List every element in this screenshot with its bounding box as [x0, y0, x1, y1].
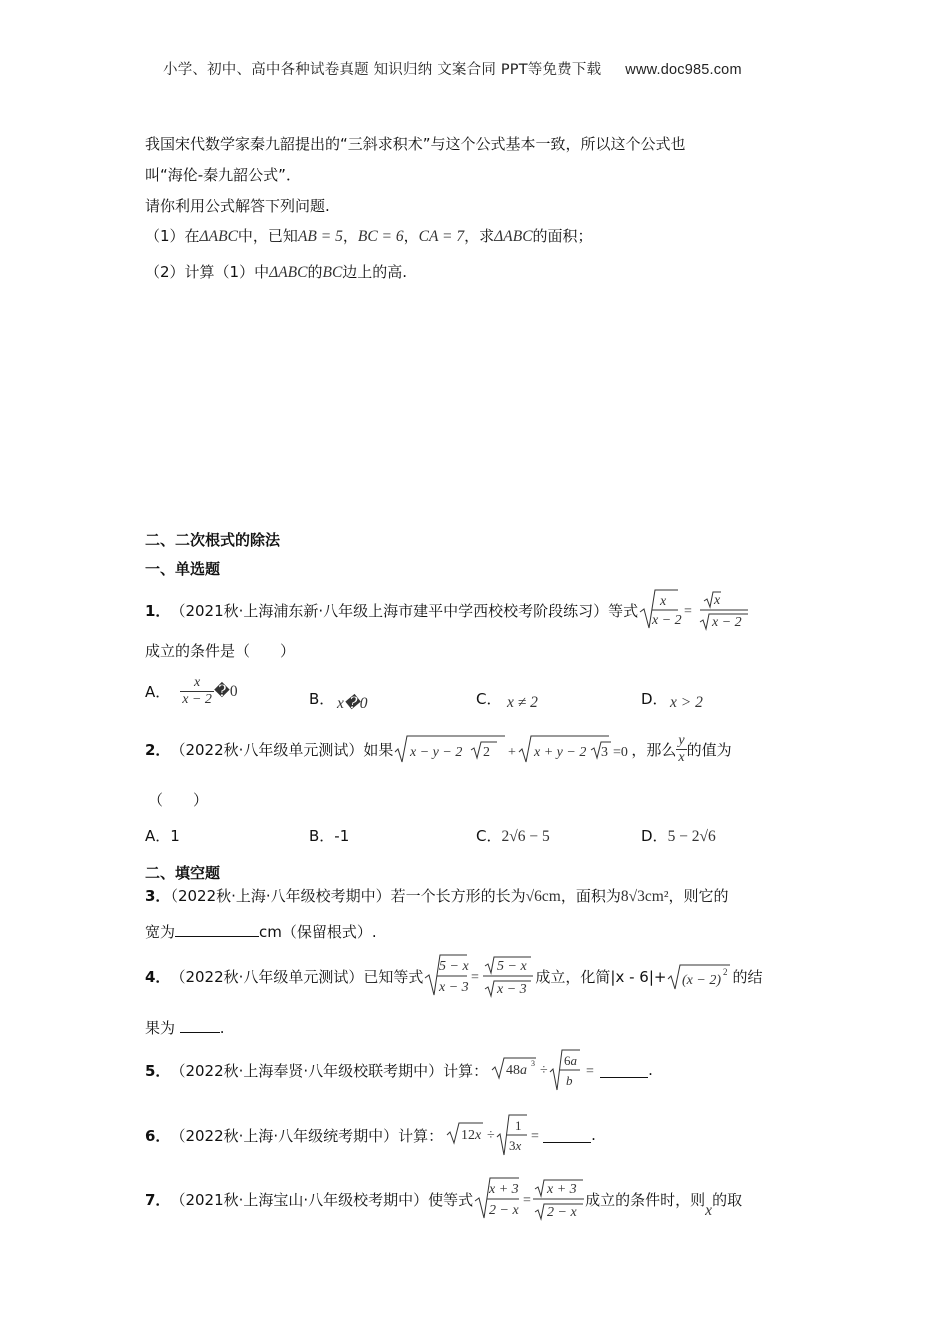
- q1-text: （2021秋·上海浦东新·八年级上海市建平中学西校校考阶段练习）等式: [170, 601, 639, 620]
- svg-text:5 − x: 5 − x: [497, 959, 528, 974]
- svg-text:x + 3: x + 3: [547, 1182, 577, 1197]
- svg-text:x − 2: x − 2: [712, 615, 742, 630]
- subsection-fill-blank: 二、填空题: [145, 864, 221, 882]
- triangle-abc-3: ΔABC: [269, 264, 308, 281]
- intro-question-1: [145, 225, 593, 246]
- q7-equation: [473, 1176, 585, 1222]
- q1-option-b-label: B．: [309, 690, 335, 708]
- q1-option-b[interactable]: [309, 688, 334, 709]
- triangle-abc: ΔABC: [199, 228, 238, 245]
- svg-text:x: x: [660, 594, 667, 609]
- q4-mid: 成立，化简|x - 6|+: [535, 967, 667, 986]
- svg-text:x − y − 2: x − y − 2: [410, 745, 463, 760]
- svg-text:2 − x: 2 − x: [489, 1203, 519, 1218]
- section-title: 二、二次根式的除法: [145, 531, 281, 549]
- q1b: 中，已知: [237, 227, 298, 245]
- q1c: ，: [342, 227, 358, 245]
- svg-text:5 − x: 5 − x: [439, 959, 470, 974]
- q1-option-d[interactable]: [641, 688, 668, 709]
- q1-option-c-label: C．: [476, 690, 502, 708]
- q2-option-d-label: D．: [641, 827, 668, 845]
- q4-line-2: [145, 1017, 225, 1038]
- q1-equation: [638, 588, 750, 632]
- q1-option-b-value: x�0: [337, 695, 368, 712]
- q3-length: √6cm: [525, 888, 561, 905]
- svg-text:=: =: [586, 1064, 595, 1079]
- q2-option-c[interactable]: [476, 825, 550, 846]
- q1-option-a[interactable]: [145, 675, 238, 708]
- svg-text:x + y − 2: x + y − 2: [534, 745, 587, 760]
- q2-tail: 的值为: [686, 740, 732, 759]
- q4-equation: [423, 953, 535, 999]
- svg-text:2: 2: [723, 967, 728, 977]
- svg-text:2: 2: [483, 745, 491, 760]
- svg-text:÷: ÷: [487, 1128, 495, 1143]
- q4-text: （2022秋·八年级单元测试）已知等式: [170, 967, 424, 986]
- q1d: ，: [403, 227, 419, 245]
- question-2: [145, 732, 732, 766]
- svg-text:=: =: [684, 604, 693, 619]
- q2-equation: [393, 732, 629, 766]
- question-7: [145, 1176, 742, 1222]
- svg-text:6a: 6a: [564, 1053, 578, 1068]
- svg-text:=: =: [531, 1129, 540, 1144]
- svg-text:b: b: [566, 1073, 573, 1088]
- q5-answer-blank[interactable]: [600, 1063, 648, 1078]
- q7-text: （2021秋·上海宝山·八年级校考期中）使等式: [170, 1190, 474, 1209]
- question-1: [145, 588, 750, 632]
- svg-text:2 − x: 2 − x: [547, 1205, 577, 1220]
- question-5: [145, 1048, 653, 1092]
- q2-option-d-value: 5 − 2√6: [667, 828, 716, 845]
- q6-number: 6．: [145, 1126, 171, 1145]
- q7-mid: 成立的条件时，则: [585, 1190, 706, 1209]
- q4-line2-a: 果为: [145, 1019, 180, 1037]
- q2-number: 2．: [145, 740, 171, 759]
- q6-tail: .: [591, 1126, 596, 1144]
- q1-option-a-label: A．: [145, 683, 171, 701]
- svg-text:=: =: [471, 970, 480, 985]
- svg-text:48a: 48a: [506, 1063, 528, 1078]
- svg-text:12x: 12x: [461, 1128, 482, 1143]
- svg-text:+: +: [508, 745, 517, 760]
- q1-continuation: 成立的条件是（ ）: [145, 642, 296, 660]
- q5-text: （2022秋·上海奉贤·八年级校联考期中）计算：: [170, 1061, 489, 1080]
- svg-text:=: =: [523, 1193, 532, 1208]
- q2c: 边上的高.: [342, 263, 408, 281]
- q2-option-c-value: 2√6 − 5: [501, 828, 550, 845]
- q2-option-c-label: C．: [476, 827, 502, 845]
- q4-sqrt: [666, 961, 732, 991]
- svg-text:x − 2: x − 2: [652, 613, 682, 628]
- question-3: [145, 885, 728, 906]
- q2-option-a[interactable]: A．1: [145, 827, 180, 845]
- q2b: 的: [307, 263, 323, 281]
- q5-tail: .: [648, 1061, 653, 1079]
- side-ab: AB = 5: [297, 228, 343, 245]
- q7-x-var: x: [705, 1202, 713, 1219]
- header-url: www.doc985.com: [625, 62, 742, 78]
- side-bc-label: BC: [322, 264, 343, 281]
- q5-number: 5．: [145, 1061, 171, 1080]
- q3-line2-b: cm（保留根式）.: [259, 923, 377, 941]
- triangle-abc-2: ΔABC: [494, 228, 533, 245]
- svg-text:x: x: [714, 593, 721, 608]
- svg-text:÷: ÷: [540, 1063, 548, 1078]
- q4-line2-b: .: [219, 1019, 225, 1037]
- q1-number: 1．: [145, 601, 171, 620]
- q6-answer-blank[interactable]: [543, 1128, 591, 1143]
- q1e: ，求: [464, 227, 495, 245]
- intro-line-3: 请你利用公式解答下列问题.: [145, 197, 330, 215]
- q1-option-d-label: D．: [641, 690, 668, 708]
- page-header: [163, 58, 742, 79]
- svg-text:=0: =0: [613, 745, 629, 760]
- intro-question-2: [145, 261, 407, 282]
- q7-tail: 的取: [712, 1190, 743, 1209]
- svg-text:3x: 3x: [509, 1138, 522, 1153]
- q1-option-c[interactable]: [476, 688, 501, 709]
- q1-option-a-tail: �0: [213, 683, 238, 700]
- q1-option-c-value: x ≠ 2: [507, 694, 538, 711]
- svg-text:x + 3: x + 3: [489, 1182, 519, 1197]
- intro-line-1: 我国宋代数学家秦九韶提出的“三斜求积术”与这个公式基本一致，所以这个公式也: [145, 135, 686, 153]
- q5-expression: [488, 1048, 600, 1092]
- q3-mid: ，面积为: [560, 887, 621, 905]
- question-6: [145, 1113, 596, 1157]
- q2-paren: （ ）: [148, 791, 209, 809]
- q2-mid: ，那么: [631, 740, 677, 759]
- q3-area: 8√3cm²: [620, 888, 669, 905]
- svg-text:(x − 2): (x − 2): [682, 973, 722, 988]
- q2a: （2）计算（1）中: [145, 263, 270, 281]
- svg-text:x − 3: x − 3: [497, 982, 528, 997]
- q7-number: 7．: [145, 1190, 171, 1209]
- q2-option-d[interactable]: [641, 825, 716, 846]
- q6-expression: [443, 1113, 543, 1157]
- subsection-single-choice: 一、单选题: [145, 560, 221, 578]
- q1a: （1）在: [145, 227, 200, 245]
- q4-tail: 的结: [732, 967, 763, 986]
- q6-text: （2022秋·上海·八年级统考期中）计算：: [170, 1126, 444, 1145]
- q3-number: 3．: [145, 887, 171, 905]
- q3-line2-a: 宽为: [145, 923, 176, 941]
- q3-tail: ，则它的: [668, 887, 729, 905]
- q2-option-b[interactable]: B．-1: [309, 827, 350, 845]
- q1f: 的面积；: [532, 227, 593, 245]
- q3-line-2: [145, 921, 377, 942]
- q2-text: （2022秋·八年级单元测试）如果: [170, 740, 394, 759]
- svg-text:1: 1: [515, 1118, 522, 1133]
- q4-number: 4．: [145, 967, 171, 986]
- svg-text:x − 3: x − 3: [439, 980, 470, 995]
- header-text: 小学、初中、高中各种试卷真题 知识归纳 文案合同 PPT等免费下载: [163, 62, 602, 78]
- q2-frac-y-x: $\frac{y}{x}$: [678, 732, 685, 765]
- intro-line-2: 叫“海伦-秦九韶公式”．: [145, 166, 301, 184]
- svg-text:3: 3: [601, 745, 609, 760]
- svg-text:3: 3: [531, 1059, 536, 1068]
- q3-answer-blank[interactable]: [175, 922, 259, 937]
- side-bc: BC = 6: [357, 228, 404, 245]
- side-ca: CA = 7: [418, 228, 465, 245]
- q1-option-d-value: x > 2: [670, 694, 703, 711]
- q4-answer-blank[interactable]: [180, 1018, 220, 1033]
- q3-text: （2022秋·上海·八年级校考期中）若一个长方形的长为: [170, 887, 526, 905]
- question-4: [145, 953, 762, 999]
- q1-option-a-frac: $\frac{x}{x - 2}$: [182, 675, 212, 707]
